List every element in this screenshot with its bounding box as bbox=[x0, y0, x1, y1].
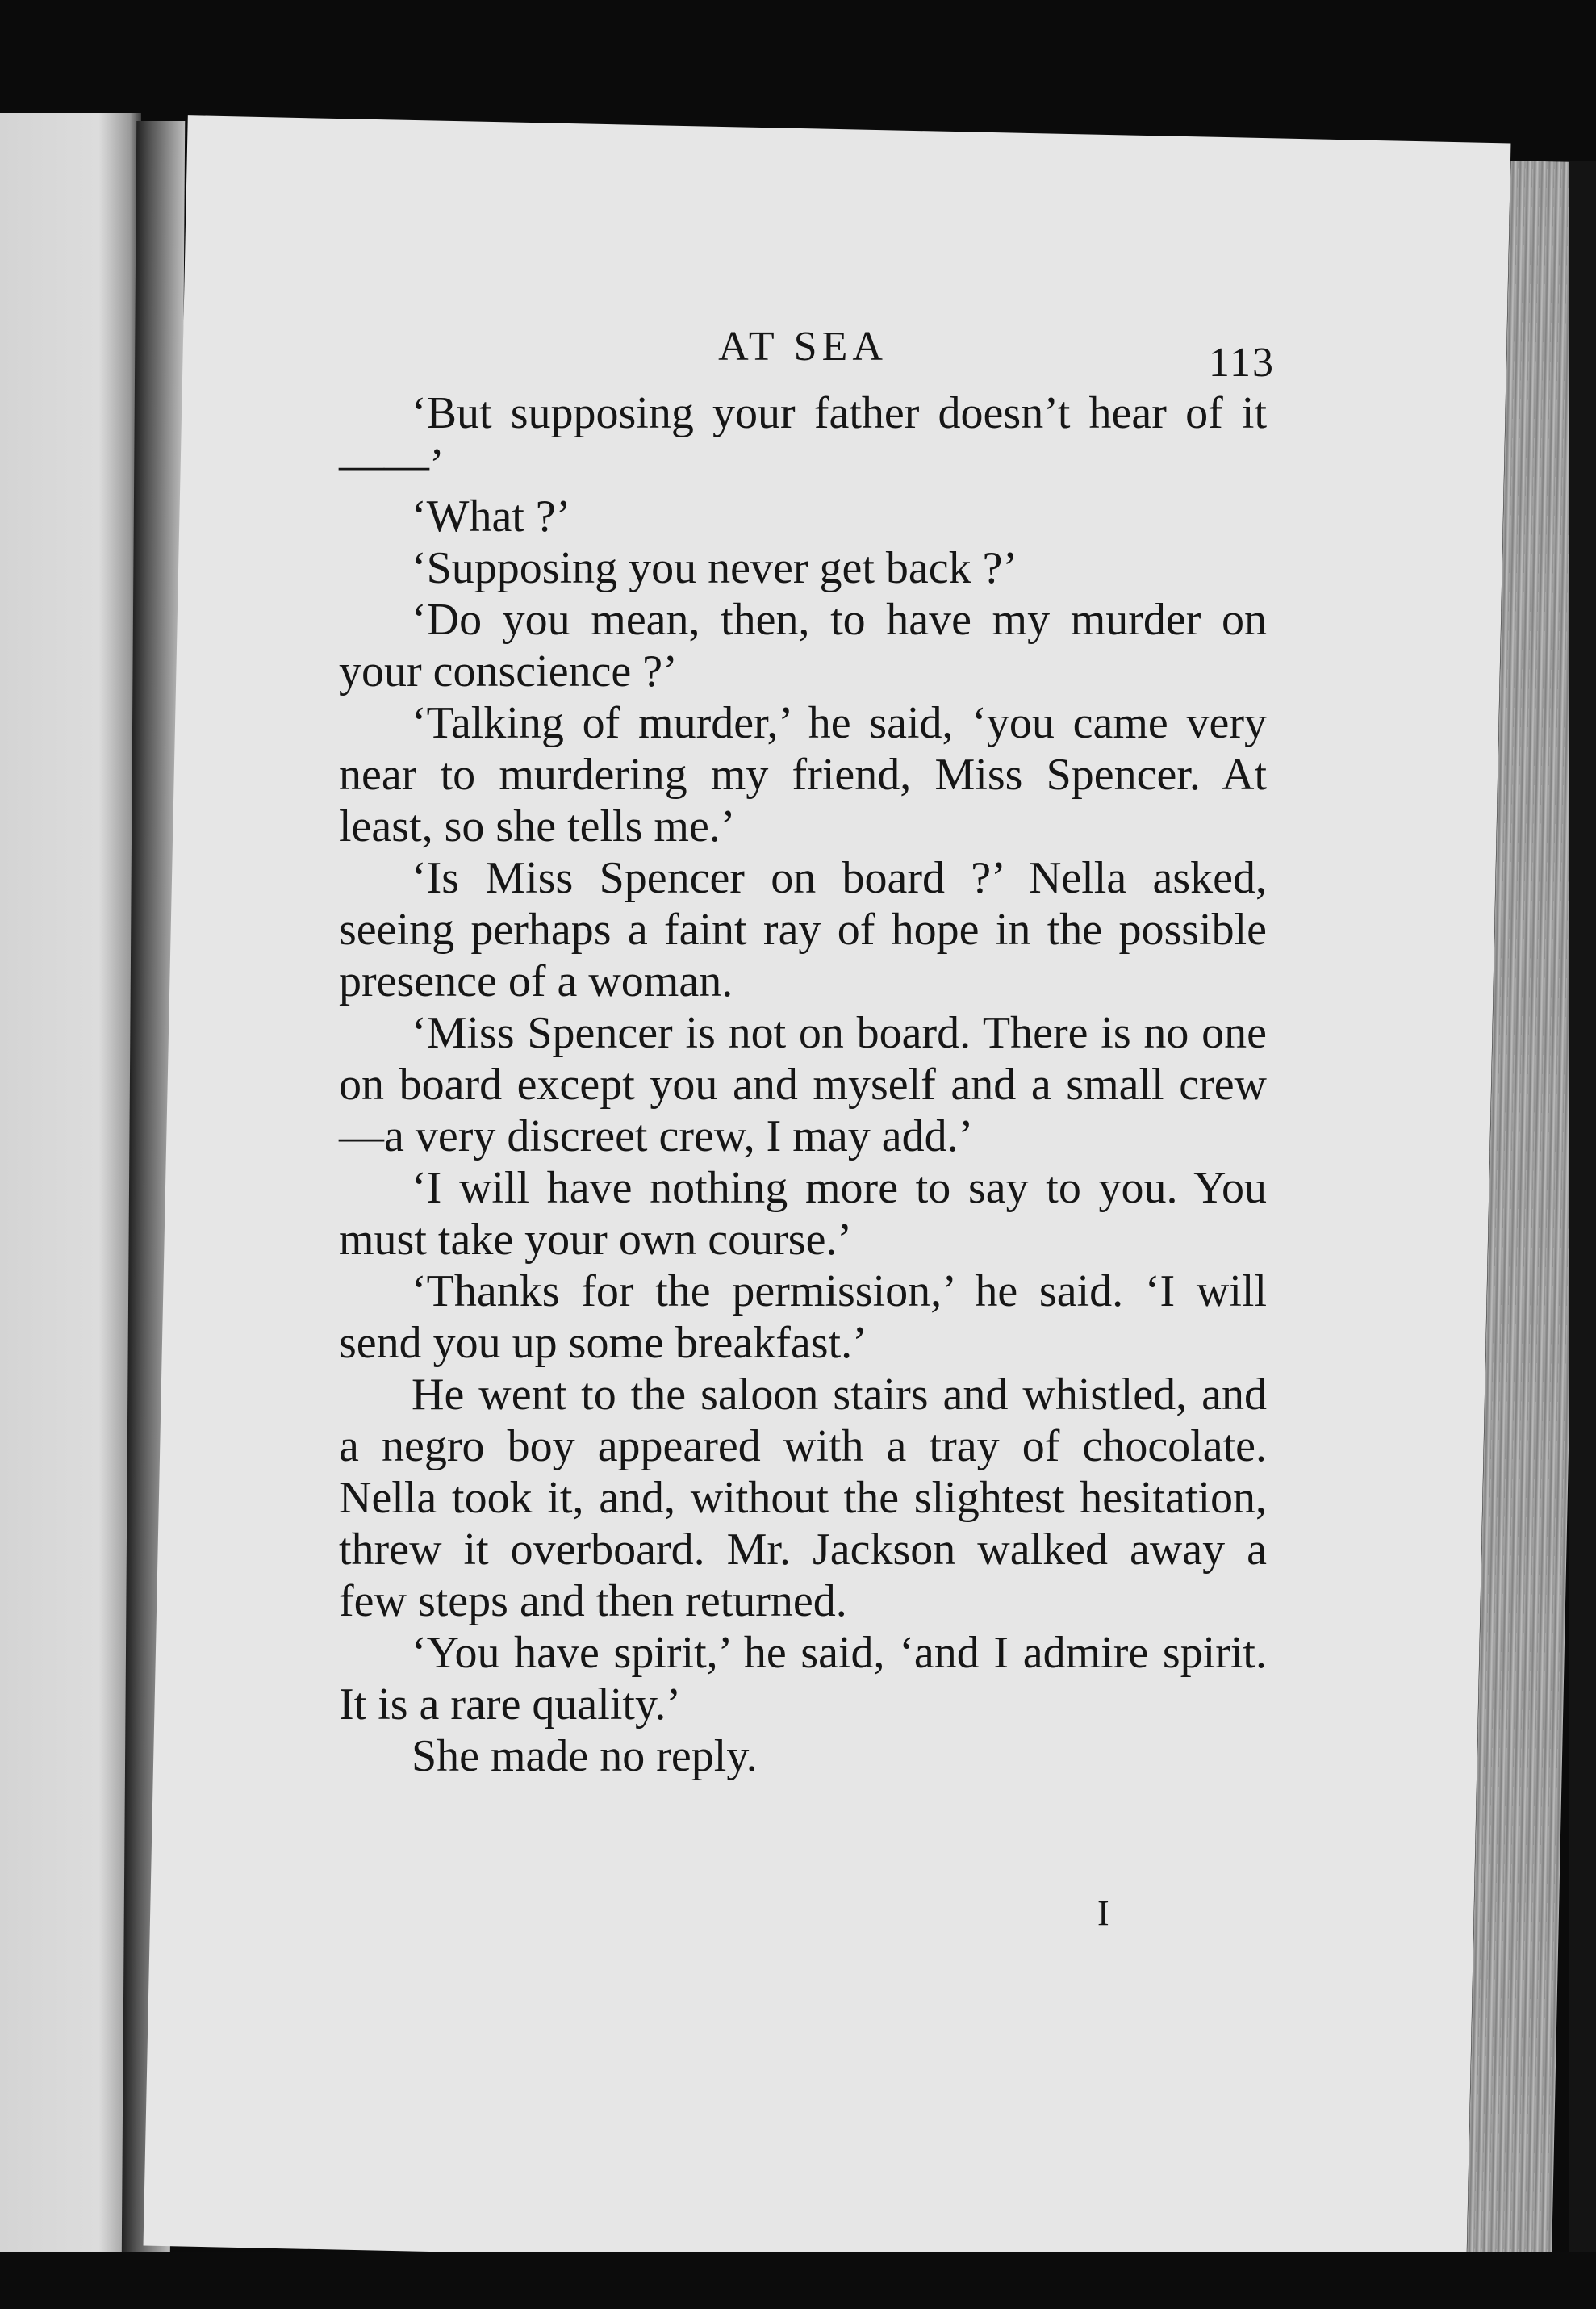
signature-mark: I bbox=[1097, 1893, 1109, 1933]
paragraph: ‘I will have nothing more to say to you. You must take your own course.’ bbox=[339, 1163, 1267, 1265]
background-right bbox=[1569, 161, 1596, 2309]
page-number: 113 bbox=[1208, 340, 1275, 386]
paragraph: She made no reply. bbox=[412, 1731, 758, 1781]
paragraph: ‘Supposing you never get back ?’ bbox=[412, 543, 1018, 593]
paragraph: ‘What ?’ bbox=[412, 491, 571, 542]
paragraph: ‘Miss Spencer is not on board. There is no one on board except you and myself and a small crew—a very discreet crew, I may add.’ bbox=[339, 1008, 1267, 1161]
running-head-title: AT SEA bbox=[718, 324, 888, 370]
paragraph: ‘But supposing your father doesn’t hear of it——’ bbox=[339, 388, 1267, 490]
paragraph: ‘Is Miss Spencer on board ?’ Nella asked, seeing perhaps a faint ray of hope in the possible presence of a woman. bbox=[339, 853, 1267, 1006]
text-block bbox=[339, 291, 1275, 1782]
paragraph: ‘Talking of murder,’ he said, ‘you came very near to murdering my friend, Miss Spencer. At least, so she tells me.’ bbox=[339, 698, 1267, 851]
left-page-edge bbox=[0, 113, 141, 2260]
paragraph: ‘Thanks for the permission,’ he said. ‘I will send you up some breakfast.’ bbox=[339, 1266, 1267, 1368]
running-head bbox=[339, 291, 1275, 387]
paragraph: ‘Do you mean, then, to have my murder on your conscience ?’ bbox=[339, 595, 1267, 696]
paragraph: He went to the saloon stairs and whistled, and a negro boy appeared with a tray of chocolate. Nella took it, and, without the slightest hesitation, threw it overboard. Mr. Jackson walked away a few steps and then returned. bbox=[339, 1370, 1267, 1626]
background-bottom bbox=[0, 2252, 1596, 2309]
paragraph: ‘You have spirit,’ he said, ‘and I admire spirit. It is a rare quality.’ bbox=[339, 1628, 1267, 1730]
